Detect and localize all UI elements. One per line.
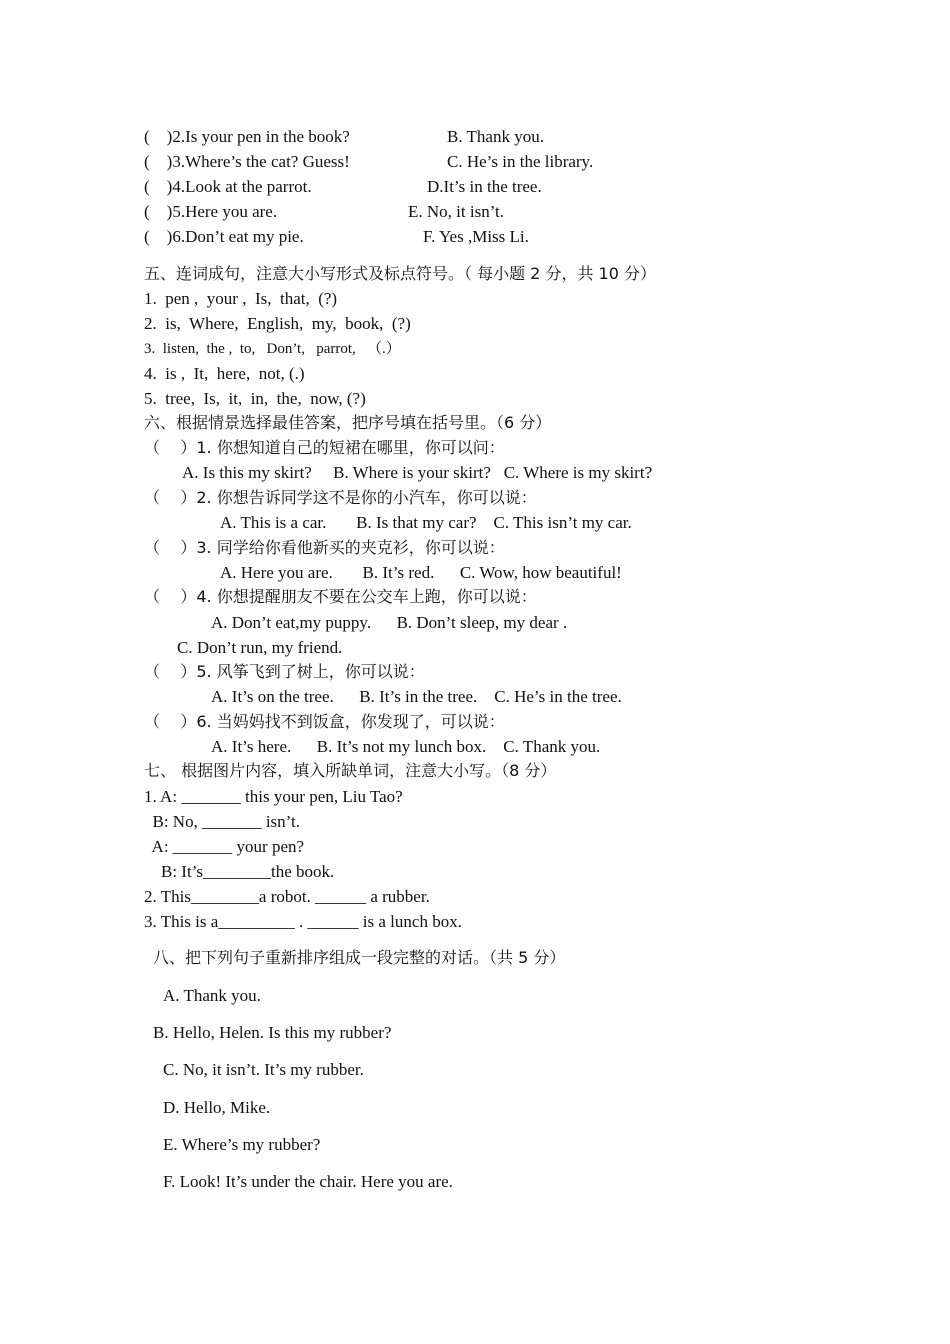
match-answer-c: C. He’s in the library. bbox=[447, 152, 594, 171]
match-question-4: ( )4.Look at the parrot. bbox=[144, 177, 312, 196]
fill-line-1: 1. A: _______ this your pen, Liu Tao? bbox=[144, 787, 403, 806]
scramble-item-4: 4. is , It, here, not, (.) bbox=[144, 364, 305, 383]
match-answer-e: E. No, it isn’t. bbox=[408, 202, 505, 221]
match-question-5: ( )5.Here you are. bbox=[144, 202, 278, 221]
scramble-item-5: 5. tree, Is, it, in, the, now, (?) bbox=[144, 389, 366, 408]
dialogue-sentence-f: F. Look! It’s under the chair. Here you are. bbox=[163, 1172, 453, 1191]
section7-title: 七、 根据图片内容，填入所缺单词，注意大小写。（8 分） bbox=[144, 761, 557, 780]
scramble-item-1: 1. pen , your , Is, that, (?) bbox=[144, 289, 338, 308]
situation-question-2: （ ）2. 你想告诉同学这不是你的小汽车，你可以说： bbox=[144, 488, 537, 507]
scramble-item-3: 3. listen, the , to, Don’t, parrot, （.） bbox=[144, 341, 401, 357]
situation-question-6: （ ）6. 当妈妈找不到饭盒，你发现了，可以说： bbox=[144, 712, 505, 731]
situation-question-4: （ ）4. 你想提醒朋友不要在公交车上跑，你可以说： bbox=[144, 587, 537, 606]
match-question-3: ( )3.Where’s the cat? Guess! bbox=[144, 152, 350, 171]
fill-line-6: 3. This is a_________ . ______ is a lunch box. bbox=[144, 912, 462, 931]
dialogue-sentence-a: A. Thank you. bbox=[163, 986, 261, 1005]
situation-question-1: （ ）1. 你想知道自己的短裙在哪里，你可以问： bbox=[144, 438, 505, 457]
section5-title: 五、连词成句，注意大小写形式及标点符号。（ 每小题 2 分，共 10 分） bbox=[144, 264, 656, 283]
situation-options-6: A. It’s here. B. It’s not my lunch box. C. Thank you. bbox=[211, 737, 601, 756]
situation-question-3: （ ）3. 同学给你看他新买的夹克衫，你可以说： bbox=[144, 538, 505, 557]
match-question-2: ( )2.Is your pen in the book? bbox=[144, 127, 350, 146]
situation-options-2: A. This is a car. B. Is that my car? C. This isn’t my car. bbox=[220, 513, 632, 532]
match-answer-f: F. Yes ,Miss Li. bbox=[423, 227, 529, 246]
match-answer-b: B. Thank you. bbox=[447, 127, 544, 146]
fill-line-5: 2. This________a robot. ______ a rubber. bbox=[144, 887, 430, 906]
situation-option-4c: C. Don’t run, my friend. bbox=[177, 638, 343, 657]
scramble-item-2: 2. is, Where, English, my, book, (?) bbox=[144, 314, 411, 333]
dialogue-sentence-e: E. Where’s my rubber? bbox=[163, 1135, 321, 1154]
dialogue-sentence-b: B. Hello, Helen. Is this my rubber? bbox=[153, 1023, 392, 1042]
fill-line-4: B: It’s________the book. bbox=[144, 862, 335, 881]
situation-options-1: A. Is this my skirt? B. Where is your skirt? C. Where is my skirt? bbox=[182, 463, 653, 482]
match-answer-d: D.It’s in the tree. bbox=[427, 177, 542, 196]
situation-options-4: A. Don’t eat,my puppy. B. Don’t sleep, my dear . bbox=[211, 613, 568, 632]
situation-options-3: A. Here you are. B. It’s red. C. Wow, how beautiful! bbox=[220, 563, 622, 582]
situation-question-5: （ ）5. 风筝飞到了树上，你可以说： bbox=[144, 662, 425, 681]
fill-line-2: B: No, _______ isn’t. bbox=[144, 812, 301, 831]
dialogue-sentence-d: D. Hello, Mike. bbox=[163, 1098, 271, 1117]
section8-title: 八、把下列句子重新排序组成一段完整的对话。（共 5 分） bbox=[153, 948, 566, 967]
dialogue-sentence-c: C. No, it isn’t. It’s my rubber. bbox=[163, 1060, 364, 1079]
fill-line-3: A: _______ your pen? bbox=[144, 837, 305, 856]
situation-options-5: A. It’s on the tree. B. It’s in the tree. C. He’s in the tree. bbox=[211, 687, 622, 706]
match-question-6: ( )6.Don’t eat my pie. bbox=[144, 227, 304, 246]
section6-title: 六、根据情景选择最佳答案，把序号填在括号里。（6 分） bbox=[144, 413, 552, 432]
